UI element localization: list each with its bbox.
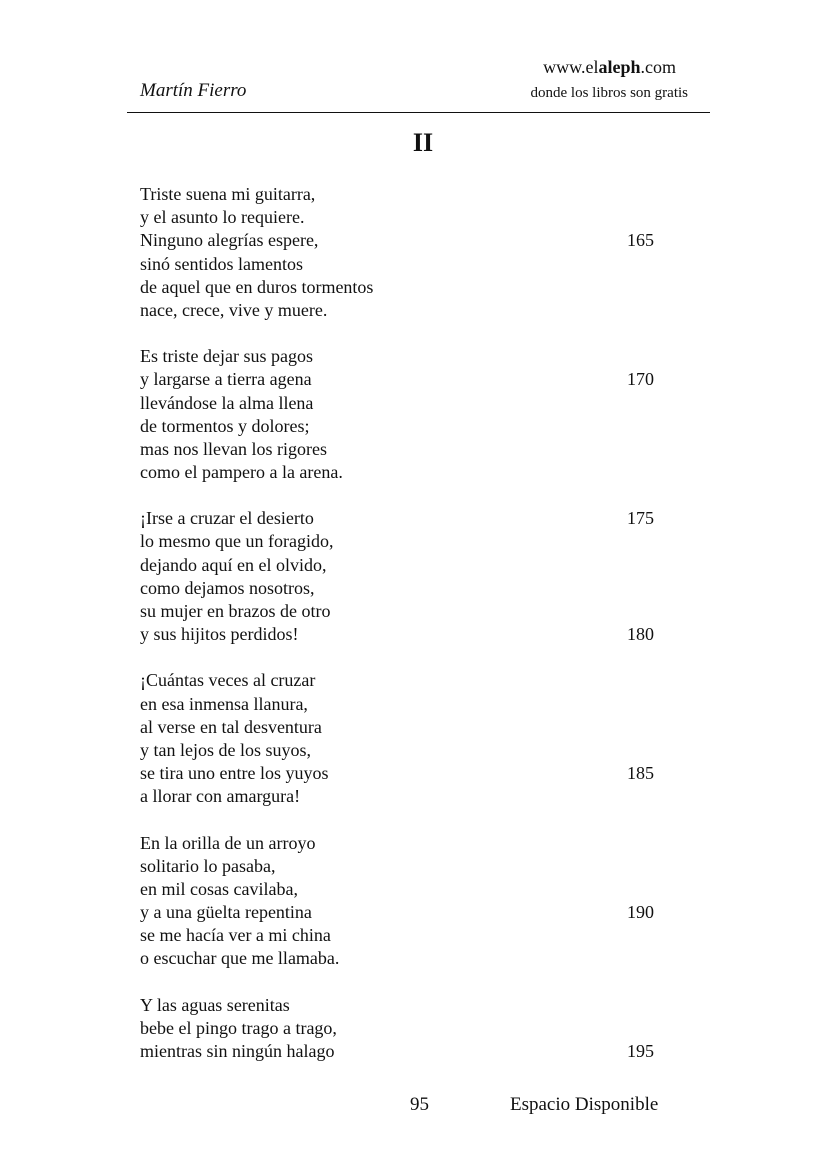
verse-line	[140, 762, 700, 785]
verse-text: solitario lo pasaba,	[140, 855, 276, 876]
verse-text: Y las aguas serenitas	[140, 994, 290, 1015]
verse-line	[140, 947, 700, 970]
line-number: 195	[627, 1041, 654, 1061]
verse-line	[140, 229, 700, 252]
verse-line	[140, 600, 700, 623]
verse-line	[140, 438, 700, 461]
book-title: Martín Fierro	[140, 80, 247, 101]
verse-line	[140, 669, 700, 692]
line-number: 180	[627, 624, 654, 645]
verse-text: mas nos llevan los rigores	[140, 438, 327, 459]
verse-line	[140, 183, 700, 206]
verse-line	[140, 461, 700, 484]
header-divider	[127, 112, 710, 113]
verse-line	[140, 693, 700, 716]
verse-text: como dejamos nosotros,	[140, 577, 315, 598]
verse-text: a llorar con amargura!	[140, 786, 301, 807]
stanza	[140, 507, 700, 646]
stanza	[140, 832, 700, 971]
stanza	[140, 669, 700, 808]
verse-line	[140, 832, 700, 855]
chapter-heading: II	[412, 128, 434, 157]
verse-text: en mil cosas cavilaba,	[140, 878, 298, 899]
verse-line	[140, 716, 700, 739]
verse-text: bebe el pingo trago a trago,	[140, 1017, 337, 1038]
verse-line	[140, 206, 700, 229]
verse-line	[140, 577, 700, 600]
footer-label: Espacio Disponible	[510, 1094, 659, 1115]
verse-line	[140, 924, 700, 947]
verse-line	[140, 530, 700, 553]
verse-text: Triste suena mi guitarra,	[140, 184, 316, 204]
verse-text: Ninguno alegrías espere,	[140, 230, 319, 251]
verse-line	[140, 507, 700, 530]
verse-text: de tormentos y dolores;	[140, 415, 310, 436]
verse-line	[140, 276, 700, 299]
verse-text: nace, crece, vive y muere.	[140, 299, 328, 320]
verse-text: y sus hijitos perdidos!	[140, 624, 299, 645]
verse-text: sinó sentidos lamentos	[140, 253, 303, 274]
verse-line	[140, 785, 700, 808]
verse-line	[140, 392, 700, 415]
verse-line	[140, 299, 700, 322]
stanza	[140, 183, 700, 322]
line-number: 165	[627, 230, 654, 251]
verse-line	[140, 253, 700, 276]
verse-line	[140, 1017, 700, 1040]
verse-text: ¡Cuántas veces al cruzar	[140, 670, 316, 691]
verse-line	[140, 1040, 700, 1063]
verse-text: de aquel que en duros tormentos	[140, 276, 374, 297]
verse-text: lo mesmo que un foragido,	[140, 531, 334, 552]
verse-text: y largarse a tierra agena	[140, 369, 312, 390]
page-number: 95	[410, 1094, 429, 1115]
verse-line	[140, 901, 700, 924]
verse-line	[140, 415, 700, 438]
verse-text: su mujer en brazos de otro	[140, 601, 331, 621]
verse-line	[140, 623, 700, 646]
verse-text: En la orilla de un arroyo	[140, 832, 316, 853]
verse-text: se tira uno entre los yuyos	[140, 763, 329, 784]
verse-text: dejando aquí en el olvido,	[140, 554, 327, 575]
verse-text: se me hacía ver a mi china	[140, 925, 331, 946]
verse-line	[140, 855, 700, 878]
site-url[interactable]	[543, 57, 676, 78]
verse-text: o escuchar que me llamaba.	[140, 948, 340, 969]
verse-text: y a una güelta repentina	[140, 902, 312, 923]
verse-line	[140, 345, 700, 368]
site-url-suffix: .com	[640, 57, 676, 77]
verse-text: ¡Irse a cruzar el desierto	[140, 508, 314, 529]
verse-text: al verse en tal desventura	[140, 716, 322, 737]
verse-text: en esa inmensa llanura,	[140, 693, 308, 714]
verse-text: mientras sin ningún halago	[140, 1041, 335, 1061]
stanza	[140, 994, 700, 1064]
poem-body	[140, 183, 700, 1086]
site-url-brand: aleph	[598, 57, 641, 77]
line-number: 190	[627, 902, 654, 923]
verse-line	[140, 368, 700, 391]
verse-text: llevándose la alma llena	[140, 392, 314, 413]
verse-text: Es triste dejar sus pagos	[140, 346, 313, 367]
verse-text: y tan lejos de los suyos,	[140, 739, 311, 760]
line-number: 170	[627, 369, 654, 390]
verse-line	[140, 878, 700, 901]
line-number: 175	[627, 508, 654, 529]
verse-text: como el pampero a la arena.	[140, 462, 343, 483]
verse-line	[140, 739, 700, 762]
verse-text: y el asunto lo requiere.	[140, 207, 305, 228]
site-url-prefix: www.el	[543, 57, 599, 77]
line-number: 185	[627, 763, 654, 784]
verse-line	[140, 554, 700, 577]
verse-line	[140, 994, 700, 1017]
site-tagline: donde los libros son gratis	[530, 85, 688, 101]
stanza	[140, 345, 700, 484]
